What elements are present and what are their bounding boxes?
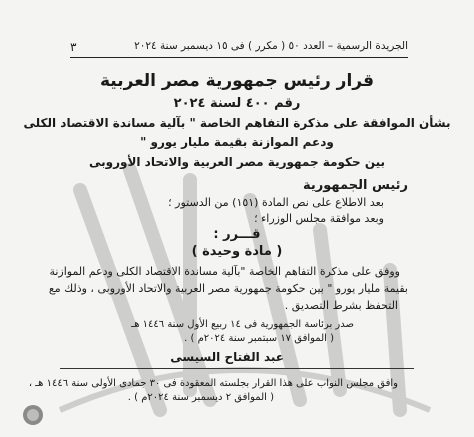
- decided-heading: قـــرر :: [213, 227, 261, 242]
- page-number: ٣: [70, 40, 77, 54]
- gazette-header: [70, 40, 408, 58]
- article-line-3: التحفظ بشرط التصديق .: [284, 299, 398, 312]
- article-line-1: ووفق على مذكرة التفاهم الخاصة "بآلية مساندة الاقتصاد الكلى ودعم الموازنة: [49, 265, 400, 278]
- decree-number: رقم ٤٠٠ لسنة ٢٠٢٤: [173, 96, 301, 111]
- president-heading: رئيس الجمهورية: [303, 178, 408, 193]
- signature: عبد الفتاح السيسى: [170, 350, 284, 364]
- preamble-1: بعد الاطلاع على نص المادة (١٥١) من الدستور ؛: [168, 196, 384, 209]
- footer-note-1: وافق مجلس النواب على هذا القرار بجلسته المعقودة فى ٣٠ جمادى الأولى سنة ١٤٤٦ هـ ،: [28, 378, 398, 389]
- preamble-2: وبعد موافقة مجلس الوزراء ؛: [254, 212, 384, 225]
- subject-line-3: بين حكومة جمهورية مصر العربية والاتحاد الأوروبى: [88, 155, 386, 169]
- footer-note-2: ( الموافق ٢ ديسمبر سنة ٢٠٢٤م ) .: [127, 392, 274, 403]
- article-line-2: بقيمة مليار يورو " بين حكومة جمهورية مصر العربية والاتحاد الأوروبى ، وذلك مع: [48, 282, 408, 295]
- decree-title: قرار رئيس جمهورية مصر العربية: [99, 71, 374, 91]
- header-text: الجريدة الرسمية – العدد ٥٠ ( مكرر ) فى ١٥ ديسمبر سنة ٢٠٢٤: [134, 40, 408, 52]
- subject-line-2: ودعم الموازنة بقيمة مليار يورو ": [140, 135, 334, 149]
- issued-line-1: صدر برئاسة الجمهورية فى ١٤ ربيع الأول سنة ١٤٤٦ هـ: [131, 319, 354, 330]
- issued-line-2: ( الموافق ١٧ سبتمبر سنة ٢٠٢٤م ) .: [184, 333, 334, 344]
- footer-divider: [60, 368, 414, 369]
- emblem-icon: [22, 404, 44, 426]
- subject-line-1: بشأن الموافقة على مذكرة التفاهم الخاصة " بآلية مساندة الاقتصاد الكلى: [23, 116, 451, 130]
- header-divider: [70, 57, 408, 58]
- single-article-heading: ( مادة وحيدة ): [191, 244, 283, 259]
